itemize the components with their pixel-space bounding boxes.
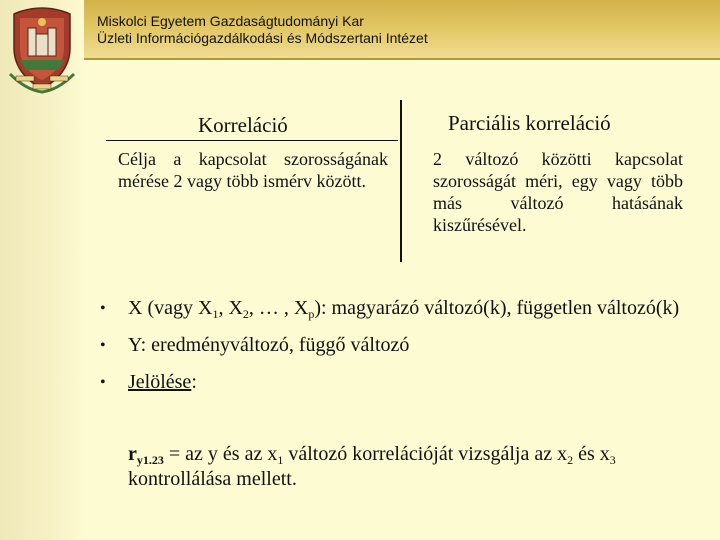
university-crest-logo xyxy=(6,4,78,96)
text-fragment: változó korrelációját vizsgálja az x xyxy=(283,443,568,465)
bullet-outcome-variable xyxy=(100,333,700,358)
subscript: 3 xyxy=(609,453,616,467)
subscript: 1 xyxy=(277,453,284,467)
header-divider xyxy=(84,58,720,60)
subscript: 1 xyxy=(212,307,219,321)
faculty-name: Miskolci Egyetem Gazdaságtudományi Kar xyxy=(97,13,364,29)
text-fragment: : eredményváltozó, függő változó xyxy=(140,334,410,356)
y-symbol: Y xyxy=(128,334,141,356)
header-title xyxy=(97,13,428,47)
x-symbol: X xyxy=(128,297,143,319)
bullet-explanatory-variables xyxy=(100,296,700,321)
bullet-dot-icon: • xyxy=(100,337,106,354)
correlation-title: Korreláció xyxy=(198,113,288,137)
text-fragment: ): magyarázó változó(k), független változó(k) xyxy=(314,297,680,319)
subscript: p xyxy=(308,307,315,321)
subscript: 2 xyxy=(242,307,249,321)
partial-correlation-formula xyxy=(128,442,703,492)
text-fragment: és x xyxy=(573,443,610,465)
subscript: y1.23 xyxy=(136,453,164,467)
bullet-list xyxy=(100,296,700,407)
bullet-dot-icon: • xyxy=(100,374,106,391)
notation-label: Jelölése xyxy=(128,371,192,393)
partial-correlation-title: Parciális korreláció xyxy=(448,111,611,135)
bullet-notation xyxy=(100,370,700,395)
text-fragment: = az y és az x xyxy=(163,443,278,465)
bullet-dot-icon: • xyxy=(100,300,106,317)
correlation-description: Célja a kapcsolat szorosságának mérése 2 vagy több ismérv között. xyxy=(118,149,388,191)
text-fragment: kontrollálása mellett. xyxy=(128,468,297,490)
text-fragment: : xyxy=(191,371,197,393)
text-fragment: , X xyxy=(218,297,243,319)
institute-name: Üzleti Információgazdálkodási és Módszertani Intézet xyxy=(97,30,428,46)
partial-correlation-description: 2 változó közötti kapcsolat szorosságát méri, egy vagy több más változó hatásának kiszűrésével. xyxy=(433,149,683,235)
text-fragment: , … , X xyxy=(248,297,309,319)
r-symbol: r xyxy=(128,443,137,465)
subscript: 2 xyxy=(567,453,574,467)
text-fragment: (vagy X xyxy=(142,297,213,319)
title-underline xyxy=(106,140,398,141)
column-divider xyxy=(400,100,402,262)
